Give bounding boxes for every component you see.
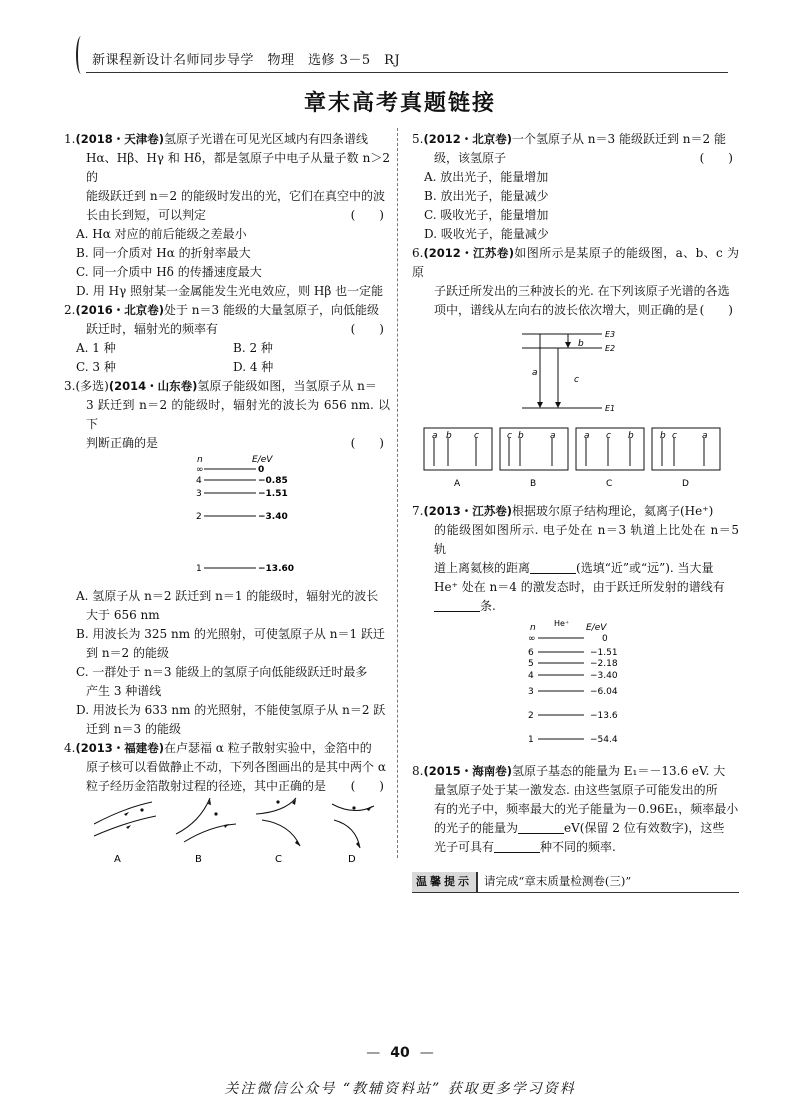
q6-option-a-spectrum bbox=[424, 428, 492, 489]
svg-text:b: b bbox=[518, 431, 524, 441]
q8-blank-2[interactable] bbox=[494, 841, 540, 853]
question-5 bbox=[412, 130, 739, 244]
svg-text:c: c bbox=[474, 431, 479, 441]
q5-option-d: D. 吸收光子，能量减少 bbox=[424, 227, 549, 241]
q6-label-e2: E2 bbox=[605, 344, 616, 353]
q7-e-label: E/eV bbox=[586, 623, 607, 633]
q2-stem-1: 处于 n＝3 能级的大量氢原子，向低能级 bbox=[163, 303, 379, 317]
q3-prefix: (多选) bbox=[75, 379, 109, 393]
svg-text:a: a bbox=[432, 431, 438, 441]
q7-stem-2: 的能级图如图所示. 电子处在 n＝3 轨道上比处在 n＝5 轨 bbox=[434, 523, 739, 556]
q7-level-e-4: −3.40 bbox=[590, 671, 618, 681]
q2-option-b: B. 2 种 bbox=[233, 341, 273, 355]
q5-stem-1: 一个氢原子从 n＝3 能级跃迁到 n＝2 能 bbox=[511, 132, 726, 146]
q6-option-c-label: C bbox=[606, 479, 613, 489]
footer-promo: 关注微信公众号 “教辅资料站” 获取更多学习资料 bbox=[224, 1081, 576, 1097]
q1-source: (2018・天津卷) bbox=[75, 132, 164, 146]
question-8 bbox=[412, 762, 739, 857]
q6-option-b-label: B bbox=[530, 479, 537, 489]
q6-source: (2012・江苏卷) bbox=[423, 246, 514, 260]
question-6 bbox=[412, 244, 739, 496]
warm-tip-label: 温馨提示 bbox=[412, 872, 478, 892]
q4-stem-3: 粒子经历金箔散射过程的径迹，其中正确的是 bbox=[86, 779, 327, 793]
q2-option-a: A. 1 种 bbox=[76, 341, 116, 355]
q8-stem-5b: 种不同的频率. bbox=[540, 840, 616, 854]
q3-level-e-inf: 0 bbox=[258, 465, 265, 475]
q3-option-d-2: 迁到 n＝3 的能级 bbox=[86, 722, 181, 736]
q7-level-n-1: 1 bbox=[528, 735, 534, 745]
q3-level-n-4: 4 bbox=[196, 476, 202, 486]
header-rule bbox=[86, 72, 728, 73]
q7-level-n-2: 2 bbox=[528, 711, 534, 721]
svg-text:b: b bbox=[660, 431, 666, 441]
q7-blank-1[interactable] bbox=[530, 562, 576, 574]
header-decoration bbox=[76, 36, 86, 74]
q7-stem-5: 条. bbox=[480, 599, 496, 613]
running-header: 新课程新设计名师同步导学 物理 选修 3－5 RJ bbox=[92, 53, 401, 68]
svg-text:a: a bbox=[702, 431, 708, 441]
q3-option-c-2: 产生 3 种谱线 bbox=[86, 684, 162, 698]
q7-level-e-1: −54.4 bbox=[590, 735, 618, 745]
q1-stem-1: 氢原子光谱在可见光区域内有四条谱线 bbox=[163, 132, 368, 146]
q5-option-b: B. 放出光子，能量减少 bbox=[424, 189, 549, 203]
q6-option-a-label: A bbox=[454, 479, 461, 489]
q6-number: 6. bbox=[412, 246, 424, 260]
q7-level-e-3: −6.04 bbox=[590, 687, 618, 697]
q3-option-d-1: D. 用波长为 633 nm 的光照射，不能使氢原子从 n＝2 跃 bbox=[76, 703, 386, 717]
q5-option-c: C. 吸收光子，能量增加 bbox=[424, 208, 549, 222]
q6-stem-1: 如图所示是某原子的能级图，a、b、c 为原 bbox=[412, 246, 739, 279]
q5-number: 5. bbox=[412, 132, 424, 146]
q3-option-b-2: 到 n＝2 的能级 bbox=[86, 646, 169, 660]
q6-spectrum-options bbox=[412, 426, 739, 496]
svg-text:c: c bbox=[606, 431, 611, 441]
q3-option-c-1: C. 一群处于 n＝3 能级上的氢原子向低能级跃迁时最多 bbox=[76, 665, 368, 679]
q7-level-n-4: 4 bbox=[528, 671, 534, 681]
q4-number: 4. bbox=[64, 741, 76, 755]
q1-stem-3: 能级跃迁到 n＝2 的能级时发出的光，它们在真空中的波 bbox=[86, 189, 385, 203]
q7-source: (2013・江苏卷) bbox=[423, 504, 512, 518]
q7-level-e-6: −1.51 bbox=[590, 648, 618, 658]
q3-source: (2014・山东卷) bbox=[108, 379, 198, 393]
q1-stem-2: Hα、Hβ、Hγ 和 Hδ，都是氢原子中电子从量子数 n＞2 的 bbox=[86, 151, 390, 184]
q7-blank-2[interactable] bbox=[434, 600, 480, 612]
q8-stem-2: 量氢原子处于某一激发态. 由这些氢原子可能发出的所 bbox=[434, 783, 718, 797]
q7-number: 7. bbox=[412, 504, 424, 518]
q4-option-d-figure bbox=[332, 804, 374, 848]
svg-text:a: a bbox=[584, 431, 590, 441]
q4-answer-paren: ( ) bbox=[350, 779, 384, 793]
q6-option-c-spectrum bbox=[576, 428, 644, 489]
q3-level-e-2: −3.40 bbox=[258, 512, 288, 522]
q3-level-e-3: −1.51 bbox=[258, 489, 288, 499]
q3-level-n-1: 1 bbox=[196, 564, 202, 574]
q6-option-b-spectrum bbox=[500, 428, 568, 489]
q2-number: 2. bbox=[64, 303, 76, 317]
q4-label-a: A bbox=[114, 854, 121, 865]
q6-label-e3: E3 bbox=[605, 330, 616, 339]
q3-option-a-2: 大于 656 nm bbox=[86, 608, 160, 622]
question-1 bbox=[64, 130, 390, 301]
q7-level-n-5: 5 bbox=[528, 659, 534, 669]
svg-text:b: b bbox=[446, 431, 452, 441]
q7-he-ion-level-diagram bbox=[412, 616, 739, 762]
svg-text:c: c bbox=[507, 431, 512, 441]
q5-stem-2: 级，该氢原子 bbox=[434, 151, 507, 165]
q1-answer-paren: ( ) bbox=[350, 208, 384, 222]
q7-level-n-3: 3 bbox=[528, 687, 534, 697]
warm-tip-banner bbox=[412, 871, 739, 893]
q7-stem-3b: (选填“近”或“远”). 当大量 bbox=[576, 561, 714, 575]
q1-stem-4: 长由长到短，可以判定 bbox=[86, 208, 207, 222]
question-2 bbox=[64, 301, 390, 377]
q4-label-c: C bbox=[275, 854, 282, 865]
q5-answer-paren: ( ) bbox=[699, 151, 733, 165]
q3-option-a-1: A. 氢原子从 n＝2 跃迁到 n＝1 的能级时，辐射光的波长 bbox=[76, 589, 379, 603]
q4-source: (2013・福建卷) bbox=[75, 741, 164, 755]
q7-stem-3a: 道上离氦核的距离 bbox=[434, 561, 531, 575]
q2-stem-2: 跃迁时，辐射光的频率有 bbox=[86, 322, 219, 336]
page-title: 章末高考真题链接 bbox=[303, 91, 496, 116]
q6-stem-2: 子跃迁所发出的三种波长的光. 在下列该原子光谱的各选 bbox=[434, 284, 730, 298]
question-4 bbox=[64, 739, 390, 872]
q6-energy-level-diagram bbox=[412, 320, 739, 426]
q3-level-e-1: −13.60 bbox=[258, 564, 295, 574]
svg-text:b: b bbox=[628, 431, 634, 441]
q7-level-n-6: 6 bbox=[528, 648, 534, 658]
q1-number: 1. bbox=[64, 132, 76, 146]
q3-stem-2: 3 跃迁到 n＝2 的能级时，辐射光的波长为 656 nm. 以下 bbox=[86, 398, 390, 431]
q8-stem-1: 氢原子基态的能量为 E₁＝－13.6 eV. 大 bbox=[511, 764, 726, 778]
q6-arrow-label-b: b bbox=[578, 339, 584, 349]
question-3 bbox=[64, 377, 390, 739]
q4-stem-2: 原子核可以看做静止不动，下列各图画出的是其中两个 α bbox=[86, 760, 386, 774]
q8-number: 8. bbox=[412, 764, 424, 778]
q3-level-n-2: 2 bbox=[196, 512, 202, 522]
q4-label-d: D bbox=[348, 854, 356, 865]
q6-arrow-label-a: a bbox=[532, 368, 538, 378]
q7-level-e-inf: 0 bbox=[602, 634, 608, 644]
q6-option-d-spectrum bbox=[652, 428, 720, 489]
q4-label-b: B bbox=[195, 854, 202, 865]
q1-option-a: A. Hα 对应的前后能级之差最小 bbox=[76, 227, 247, 241]
q3-level-e-4: −0.85 bbox=[258, 476, 288, 486]
q7-stem-1: 根据玻尔原子结构理论，氦离子(He⁺) bbox=[511, 504, 714, 518]
left-column bbox=[64, 130, 390, 872]
q7-ion-label: He⁺ bbox=[554, 619, 570, 628]
q3-number: 3. bbox=[64, 379, 76, 393]
page-number: — 40 — bbox=[366, 1045, 434, 1061]
q3-answer-paren: ( ) bbox=[350, 436, 384, 450]
q4-stem-1: 在卢瑟福 α 粒子散射实验中，金箔中的 bbox=[163, 741, 372, 755]
q8-stem-4a: 的光子的能量为 bbox=[434, 821, 519, 835]
q7-level-e-5: −2.18 bbox=[590, 659, 618, 669]
q8-stem-3: 有的光子中，频率最大的光子能量为－0.96E₁，频率最小 bbox=[434, 802, 739, 816]
q1-option-c: C. 同一介质中 Hδ 的传播速度最大 bbox=[76, 265, 262, 279]
q3-stem-3: 判断正确的是 bbox=[86, 436, 159, 450]
column-divider bbox=[397, 128, 398, 858]
svg-text:c: c bbox=[672, 431, 677, 441]
question-7 bbox=[412, 502, 739, 762]
svg-text:a: a bbox=[550, 431, 556, 441]
warm-tip-text: 请完成“章末质量检测卷(三)” bbox=[484, 874, 632, 888]
q4-option-a-figure bbox=[94, 802, 156, 836]
q2-option-d: D. 4 种 bbox=[233, 360, 274, 374]
q2-answer-paren: ( ) bbox=[350, 322, 384, 336]
q1-option-b: B. 同一介质对 Hα 的折射率最大 bbox=[76, 246, 251, 260]
q6-option-d-label: D bbox=[682, 479, 689, 489]
q7-stem-4: He⁺ 处在 n＝4 的激发态时，由于跃迁所发射的谱线有 bbox=[434, 580, 725, 594]
q2-option-c: C. 3 种 bbox=[76, 360, 116, 374]
q1-option-d: D. 用 Hγ 照射某一金属能发生光电效应，则 Hβ 也一定能 bbox=[76, 284, 384, 298]
q3-level-n-inf: ∞ bbox=[196, 465, 204, 475]
q3-e-label: E/eV bbox=[252, 455, 273, 465]
q6-label-e1: E1 bbox=[605, 404, 616, 413]
q8-stem-4b: eV(保留 2 位有效数字)，这些 bbox=[564, 821, 725, 835]
q5-source: (2012・北京卷) bbox=[423, 132, 512, 146]
q4-option-b-figure bbox=[176, 798, 236, 842]
page-number-value: 40 bbox=[390, 1045, 410, 1061]
q3-option-b-1: B. 用波长为 325 nm 的光照射，可使氢原子从 n＝1 跃迁 bbox=[76, 627, 385, 641]
q6-answer-paren: ( ) bbox=[699, 303, 733, 317]
q2-source: (2016・北京卷) bbox=[75, 303, 164, 317]
q8-stem-5a: 光子可具有 bbox=[434, 840, 495, 854]
q3-stem-1: 氢原子能级如图，当氢原子从 n＝ bbox=[197, 379, 377, 393]
q4-scattering-diagrams bbox=[64, 796, 390, 872]
q3-level-n-3: 3 bbox=[196, 489, 202, 499]
q3-energy-level-diagram bbox=[64, 453, 390, 587]
q5-option-a: A. 放出光子，能量增加 bbox=[424, 170, 549, 184]
q8-source: (2015・海南卷) bbox=[423, 764, 512, 778]
q3-n-label: n bbox=[197, 455, 203, 465]
q4-option-c-figure bbox=[256, 798, 300, 846]
q6-arrow-label-c: c bbox=[574, 375, 579, 385]
q7-level-n-inf: ∞ bbox=[528, 634, 536, 644]
q7-n-label: n bbox=[530, 623, 536, 633]
q7-level-e-2: −13.6 bbox=[590, 711, 618, 721]
q6-stem-3: 项中，谱线从左向右的波长依次增大，则正确的是 bbox=[434, 303, 699, 317]
right-column bbox=[412, 130, 739, 893]
q8-blank-1[interactable] bbox=[518, 822, 564, 834]
